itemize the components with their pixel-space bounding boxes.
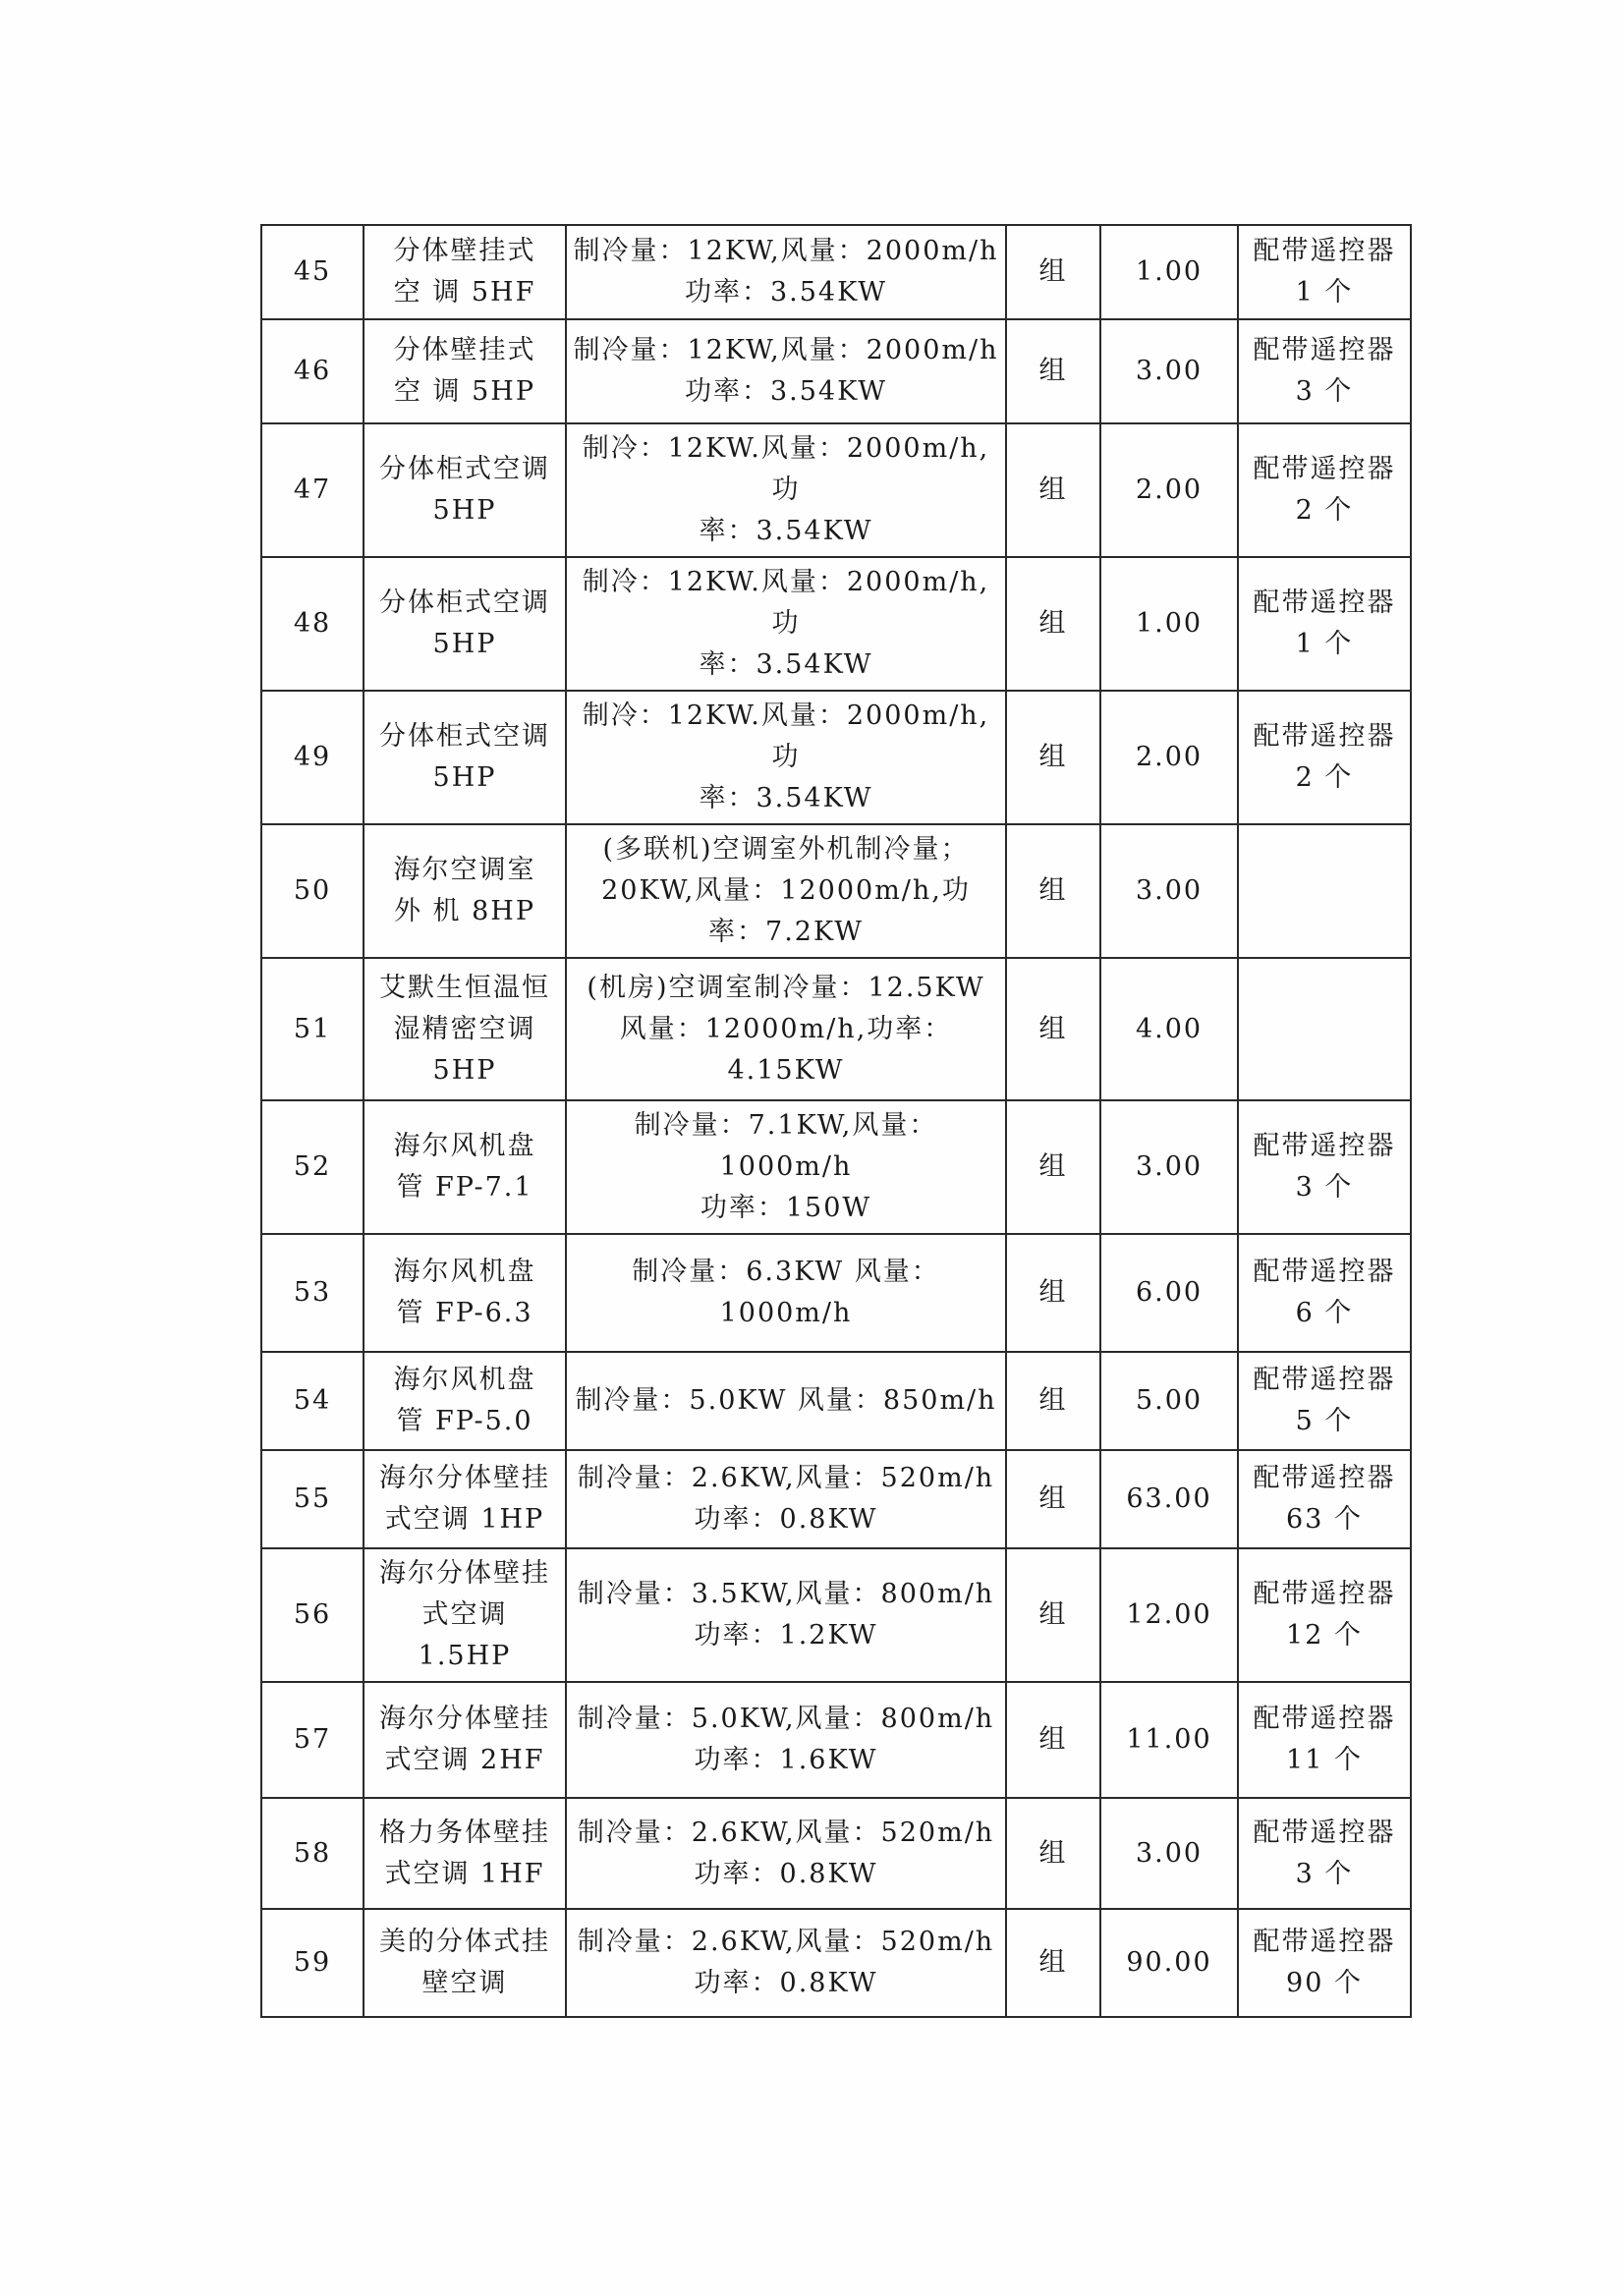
table-row (261, 691, 1411, 824)
unit-cell: 组 (1006, 423, 1100, 557)
equipment-spec-cell: 制冷量：12KW,风量：2000m/h 功率：3.54KW (566, 225, 1006, 319)
quantity-cell: 2.00 (1100, 691, 1238, 824)
equipment-spec-cell: 制冷量：2.6KW,风量：520m/h 功率：0.8KW (566, 1909, 1006, 2017)
equipment-name-cell: 分体柜式空调 5HP (364, 557, 566, 691)
row-number-cell: 53 (261, 1234, 364, 1352)
remark-cell: 配带遥控器 3 个 (1238, 1798, 1411, 1909)
row-number-cell: 52 (261, 1100, 364, 1234)
remark-cell: 配带遥控器 12 个 (1238, 1548, 1411, 1682)
row-number-cell: 51 (261, 958, 364, 1100)
equipment-name-cell: 分体柜式空调 5HP (364, 423, 566, 557)
equipment-table (260, 224, 1412, 2018)
row-number-cell: 59 (261, 1909, 364, 2017)
row-number-cell: 56 (261, 1548, 364, 1682)
remark-cell: 配带遥控器 6 个 (1238, 1234, 1411, 1352)
unit-cell: 组 (1006, 958, 1100, 1100)
equipment-name-cell: 艾默生恒温恒 湿精密空调 5HP (364, 958, 566, 1100)
row-number-cell: 55 (261, 1450, 364, 1548)
quantity-cell: 3.00 (1100, 1100, 1238, 1234)
equipment-spec-cell: 制冷量：12KW,风量：2000m/h 功率：3.54KW (566, 319, 1006, 423)
equipment-spec-cell: 制冷量：6.3KW 风量：1000m/h (566, 1234, 1006, 1352)
row-number-cell: 54 (261, 1352, 364, 1450)
quantity-cell: 3.00 (1100, 319, 1238, 423)
row-number-cell: 50 (261, 824, 364, 958)
remark-cell: 配带遥控器 2 个 (1238, 691, 1411, 824)
quantity-cell: 63.00 (1100, 1450, 1238, 1548)
row-number-cell: 45 (261, 225, 364, 319)
unit-cell: 组 (1006, 1352, 1100, 1450)
remark-cell: 配带遥控器 3 个 (1238, 1100, 1411, 1234)
quantity-cell: 1.00 (1100, 557, 1238, 691)
quantity-cell: 3.00 (1100, 824, 1238, 958)
table-row (261, 423, 1411, 557)
remark-cell: 配带遥控器 11 个 (1238, 1682, 1411, 1798)
unit-cell: 组 (1006, 1909, 1100, 2017)
table-row (261, 958, 1411, 1100)
equipment-spec-cell: 制冷量：5.0KW,风量：800m/h 功率：1.6KW (566, 1682, 1006, 1798)
table-row (261, 824, 1411, 958)
quantity-cell: 4.00 (1100, 958, 1238, 1100)
table-body (261, 225, 1411, 2017)
equipment-spec-cell: 制冷：12KW.风量：2000m/h,功 率：3.54KW (566, 557, 1006, 691)
quantity-cell: 1.00 (1100, 225, 1238, 319)
equipment-spec-cell: 制冷：12KW.风量：2000m/h,功 率：3.54KW (566, 691, 1006, 824)
table-row (261, 1352, 1411, 1450)
unit-cell: 组 (1006, 824, 1100, 958)
quantity-cell: 11.00 (1100, 1682, 1238, 1798)
row-number-cell: 49 (261, 691, 364, 824)
unit-cell: 组 (1006, 319, 1100, 423)
quantity-cell: 90.00 (1100, 1909, 1238, 2017)
table-row (261, 319, 1411, 423)
unit-cell: 组 (1006, 1548, 1100, 1682)
row-number-cell: 48 (261, 557, 364, 691)
table-row (261, 1100, 1411, 1234)
equipment-name-cell: 美的分体式挂 壁空调 (364, 1909, 566, 2017)
equipment-spec-cell: 制冷量：5.0KW 风量：850m/h (566, 1352, 1006, 1450)
remark-cell (1238, 824, 1411, 958)
equipment-name-cell: 海尔风机盘 管 FP-7.1 (364, 1100, 566, 1234)
table-row (261, 1234, 1411, 1352)
remark-cell: 配带遥控器 2 个 (1238, 423, 1411, 557)
unit-cell: 组 (1006, 1682, 1100, 1798)
equipment-spec-cell: 制冷量：3.5KW,风量：800m/h 功率：1.2KW (566, 1548, 1006, 1682)
table-row (261, 1909, 1411, 2017)
equipment-name-cell: 海尔空调室 外 机 8HP (364, 824, 566, 958)
remark-cell: 配带遥控器 63 个 (1238, 1450, 1411, 1548)
table-row (261, 225, 1411, 319)
unit-cell: 组 (1006, 225, 1100, 319)
remark-cell: 配带遥控器 90 个 (1238, 1909, 1411, 2017)
equipment-name-cell: 分体壁挂式 空 调 5HP (364, 319, 566, 423)
table-row (261, 1798, 1411, 1909)
quantity-cell: 3.00 (1100, 1798, 1238, 1909)
unit-cell: 组 (1006, 1450, 1100, 1548)
row-number-cell: 46 (261, 319, 364, 423)
unit-cell: 组 (1006, 557, 1100, 691)
equipment-name-cell: 海尔风机盘 管 FP-6.3 (364, 1234, 566, 1352)
unit-cell: 组 (1006, 1100, 1100, 1234)
row-number-cell: 57 (261, 1682, 364, 1798)
equipment-name-cell: 海尔分体壁挂 式空调 1.5HP (364, 1548, 566, 1682)
equipment-spec-cell: 制冷量：2.6KW,风量：520m/h 功率：0.8KW (566, 1450, 1006, 1548)
remark-cell (1238, 958, 1411, 1100)
remark-cell: 配带遥控器 1 个 (1238, 557, 1411, 691)
unit-cell: 组 (1006, 691, 1100, 824)
row-number-cell: 47 (261, 423, 364, 557)
table-row (261, 1450, 1411, 1548)
equipment-name-cell: 格力务体壁挂 式空调 1HF (364, 1798, 566, 1909)
remark-cell: 配带遥控器 5 个 (1238, 1352, 1411, 1450)
remark-cell: 配带遥控器 3 个 (1238, 319, 1411, 423)
equipment-name-cell: 海尔风机盘 管 FP-5.0 (364, 1352, 566, 1450)
table-row (261, 1682, 1411, 1798)
equipment-name-cell: 海尔分体壁挂 式空调 2HF (364, 1682, 566, 1798)
equipment-spec-cell: (机房)空调室制冷量：12.5KW 风量：12000m/h,功率：4.15KW (566, 958, 1006, 1100)
quantity-cell: 12.00 (1100, 1548, 1238, 1682)
equipment-spec-cell: 制冷量：7.1KW,风量：1000m/h 功率：150W (566, 1100, 1006, 1234)
equipment-name-cell: 分体柜式空调 5HP (364, 691, 566, 824)
quantity-cell: 6.00 (1100, 1234, 1238, 1352)
table-row (261, 1548, 1411, 1682)
equipment-name-cell: 海尔分体壁挂 式空调 1HP (364, 1450, 566, 1548)
unit-cell: 组 (1006, 1234, 1100, 1352)
unit-cell: 组 (1006, 1798, 1100, 1909)
equipment-name-cell: 分体壁挂式 空 调 5HF (364, 225, 566, 319)
row-number-cell: 58 (261, 1798, 364, 1909)
equipment-spec-cell: 制冷量：2.6KW,风量：520m/h 功率：0.8KW (566, 1798, 1006, 1909)
equipment-spec-cell: 制冷：12KW.风量：2000m/h,功 率：3.54KW (566, 423, 1006, 557)
remark-cell: 配带遥控器 1 个 (1238, 225, 1411, 319)
quantity-cell: 5.00 (1100, 1352, 1238, 1450)
table-row (261, 557, 1411, 691)
equipment-spec-cell: (多联机)空调室外机制冷量； 20KW,风量：12000m/h,功 率：7.2KW (566, 824, 1006, 958)
quantity-cell: 2.00 (1100, 423, 1238, 557)
